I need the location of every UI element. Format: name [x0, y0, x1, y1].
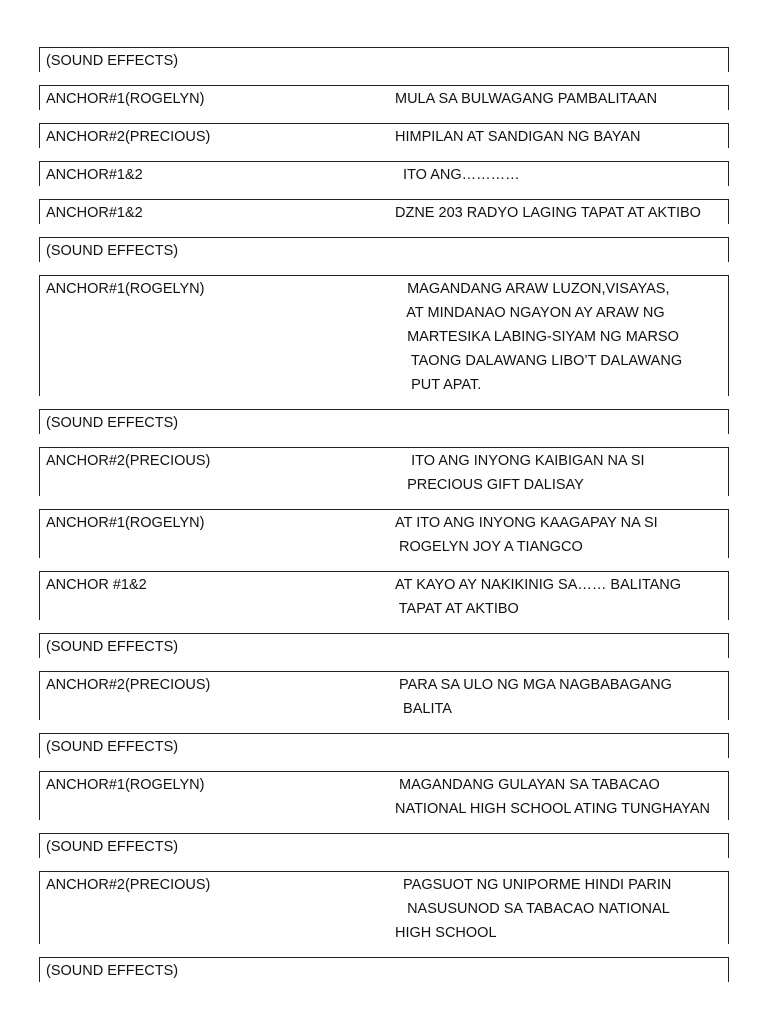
dialogue-line: MULA SA BULWAGANG PAMBALITAAN [395, 91, 658, 107]
dialogue-line: ROGELYN JOY A TIANGCO [395, 539, 583, 555]
script-row [39, 571, 729, 620]
speaker-label: ANCHOR#1(ROGELYN) [46, 91, 205, 107]
dialogue-line: PRECIOUS GIFT DALISAY [395, 477, 584, 493]
speaker-label: ANCHOR#2(PRECIOUS) [46, 453, 211, 469]
speaker-label: (SOUND EFFECTS) [46, 839, 179, 855]
script-row [39, 509, 729, 558]
dialogue-line: PARA SA ULO NG MGA NAGBABAGANG [395, 677, 672, 693]
sound-effects-row [39, 957, 729, 982]
speaker-label: (SOUND EFFECTS) [46, 739, 179, 755]
speaker-label: (SOUND EFFECTS) [46, 639, 179, 655]
dialogue-line: HIGH SCHOOL [395, 925, 497, 941]
dialogue-lines [395, 163, 728, 187]
speaker-label: (SOUND EFFECTS) [46, 53, 179, 69]
script-row [39, 85, 729, 110]
dialogue-line: TAPAT AT AKTIBO [395, 601, 519, 617]
sound-effects-row [39, 633, 729, 658]
script-row [39, 447, 729, 496]
speaker-label: ANCHOR #1&2 [46, 577, 147, 593]
sound-effects-row [39, 47, 729, 72]
dialogue-line: MARTESIKA LABING-SIYAM NG MARSO [395, 329, 679, 345]
dialogue-lines [395, 125, 728, 149]
speaker-label: ANCHOR#1(ROGELYN) [46, 281, 205, 297]
script-row [39, 123, 729, 148]
script-table [39, 47, 729, 995]
speaker-label: ANCHOR#2(PRECIOUS) [46, 877, 211, 893]
dialogue-lines [395, 573, 728, 621]
speaker-label: (SOUND EFFECTS) [46, 243, 179, 259]
sound-effects-row [39, 409, 729, 434]
dialogue-lines [395, 873, 728, 945]
script-row [39, 771, 729, 820]
dialogue-line: DZNE 203 RADYO LAGING TAPAT AT AKTIBO [395, 205, 701, 221]
script-row [39, 671, 729, 720]
script-row [39, 199, 729, 224]
dialogue-lines [395, 277, 728, 397]
dialogue-line: PUT APAT. [395, 377, 482, 393]
sound-effects-row [39, 733, 729, 758]
dialogue-line: ITO ANG………… [395, 167, 520, 183]
dialogue-line: AT KAYO AY NAKIKINIG SA…… BALITANG [395, 577, 682, 593]
sound-effects-row [39, 237, 729, 262]
dialogue-line: MAGANDANG GULAYAN SA TABACAO [395, 777, 660, 793]
speaker-label: (SOUND EFFECTS) [46, 415, 179, 431]
dialogue-lines [395, 773, 728, 821]
dialogue-lines [395, 87, 728, 111]
dialogue-line: TAONG DALAWANG LIBO’T DALAWANG [395, 353, 683, 369]
speaker-label: ANCHOR#2(PRECIOUS) [46, 129, 211, 145]
speaker-label: ANCHOR#1(ROGELYN) [46, 515, 205, 531]
speaker-label: (SOUND EFFECTS) [46, 963, 179, 979]
speaker-label: ANCHOR#1&2 [46, 167, 143, 183]
dialogue-line: NATIONAL HIGH SCHOOL ATING TUNGHAYAN [395, 801, 711, 817]
script-row [39, 871, 729, 944]
sound-effects-row [39, 833, 729, 858]
script-row [39, 275, 729, 396]
speaker-label: ANCHOR#1(ROGELYN) [46, 777, 205, 793]
dialogue-line: AT MINDANAO NGAYON AY ARAW NG [395, 305, 665, 321]
speaker-label: ANCHOR#2(PRECIOUS) [46, 677, 211, 693]
dialogue-lines [395, 449, 728, 497]
dialogue-line: MAGANDANG ARAW LUZON,VISAYAS, [395, 281, 670, 297]
dialogue-line: AT ITO ANG INYONG KAAGAPAY NA SI [395, 515, 658, 531]
dialogue-line: NASUSUNOD SA TABACAO NATIONAL [395, 901, 670, 917]
speaker-label: ANCHOR#1&2 [46, 205, 143, 221]
dialogue-lines [395, 201, 728, 225]
dialogue-lines [395, 673, 728, 721]
script-row [39, 161, 729, 186]
dialogue-line: BALITA [395, 701, 452, 717]
dialogue-line: PAGSUOT NG UNIPORME HINDI PARIN [395, 877, 672, 893]
dialogue-line: ITO ANG INYONG KAIBIGAN NA SI [395, 453, 645, 469]
dialogue-lines [395, 511, 728, 559]
dialogue-line: HIMPILAN AT SANDIGAN NG BAYAN [395, 129, 641, 145]
